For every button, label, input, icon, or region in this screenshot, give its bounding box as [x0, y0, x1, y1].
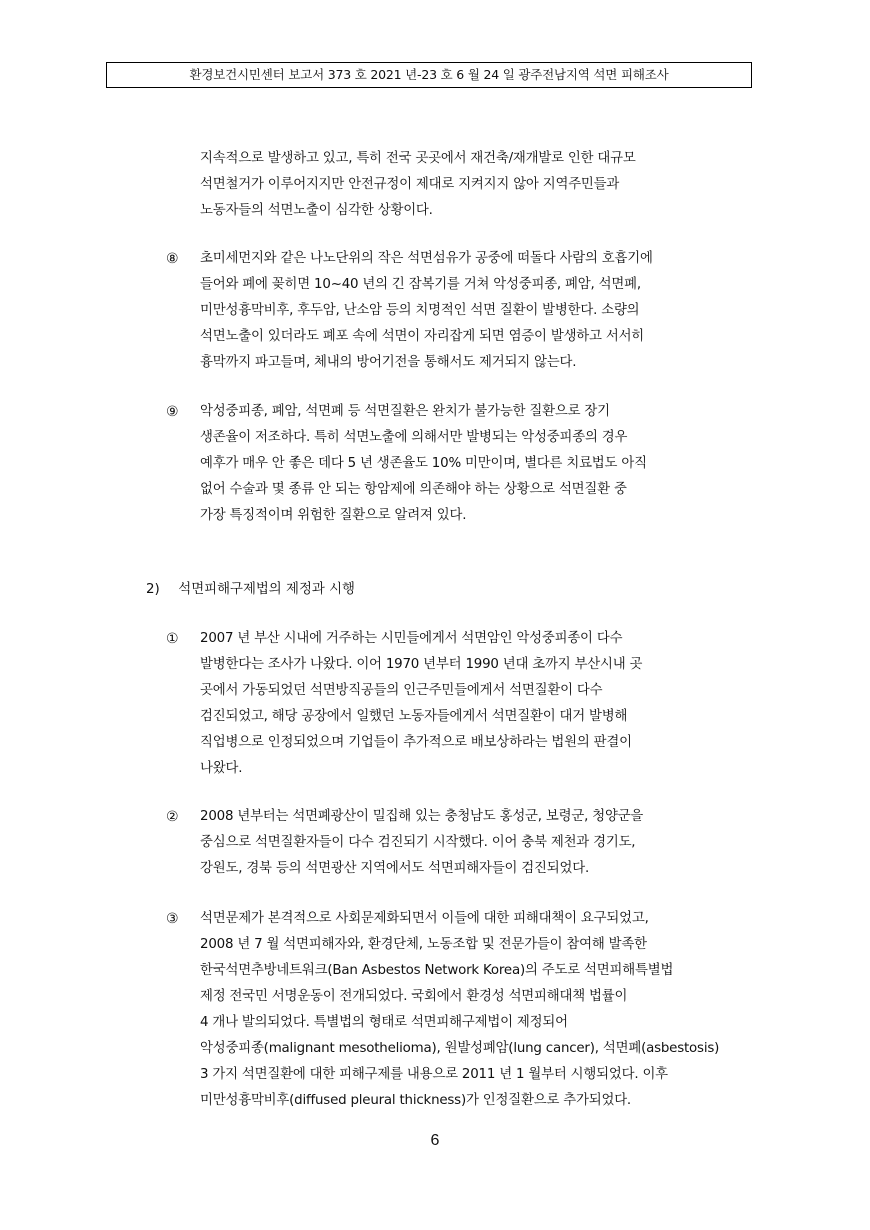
list-marker: ⑧: [166, 251, 179, 267]
report-header: [106, 62, 752, 88]
paragraph-line: 직업병으로 인정되었으며 기업들이 추가적으로 배보상하라는 법원의 판결이: [200, 735, 632, 750]
paragraph-line: 곳에서 가동되었던 석면방직공들의 인근주민들에게서 석면질환이 다수: [200, 683, 603, 698]
list-item-2: [166, 804, 766, 882]
paragraph-line: 생존율이 저조하다. 특히 석면노출에 의해서만 발병되는 악성중피종의 경우: [200, 430, 628, 445]
paragraph-line: 석면철거가 이루어지지만 안전규정이 제대로 지켜지지 않아 지역주민들과: [200, 177, 620, 192]
list-marker: ①: [166, 631, 179, 647]
report-header-text: 환경보건시민센터 보고서 373 호 2021 년-23 호 6 월 24 일 광주전남지역 석면 피해조사: [189, 67, 669, 82]
page-number-text: 6: [430, 1132, 440, 1149]
continuation-paragraph: [166, 146, 766, 224]
paragraph-line: 석면문제가 본격적으로 사회문제화되면서 이들에 대한 피해대책이 요구되었고,: [200, 911, 649, 926]
paragraph-line: 검진되었고, 해당 공장에서 일했던 노동자들에게서 석면질환이 대거 발병해: [200, 709, 628, 724]
list-item-3: [166, 906, 766, 1114]
paragraph-line: 석면노출이 있더라도 폐포 속에 석면이 자리잡게 되면 염증이 발생하고 서서히: [200, 329, 645, 344]
paragraph-line: 들어와 폐에 꽂히면 10~40 년의 긴 잠복기를 거쳐 악성중피종, 폐암, 석면폐,: [200, 277, 641, 292]
paragraph-line: 지속적으로 발생하고 있고, 특히 전국 곳곳에서 재건축/재개발로 인한 대규모: [200, 151, 636, 166]
list-item-8: [166, 246, 766, 376]
list-marker: ②: [166, 809, 179, 825]
list-marker: ⑨: [166, 404, 179, 420]
paragraph-line: 2008 년부터는 석면폐광산이 밀집해 있는 충청남도 홍성군, 보령군, 청양군을: [200, 809, 644, 824]
paragraph-line: 발병한다는 조사가 나왔다. 이어 1970 년부터 1990 년대 초까지 부산시내 곳: [200, 657, 643, 672]
page-number: [0, 1132, 870, 1150]
list-marker: ③: [166, 911, 179, 927]
paragraph-line: 악성중피종, 폐암, 석면폐 등 석면질환은 완치가 불가능한 질환으로 장기: [200, 404, 610, 419]
paragraph-line: 흉막까지 파고들며, 체내의 방어기전을 통해서도 제거되지 않는다.: [200, 355, 577, 370]
paragraph-line: 없어 수술과 몇 종류 안 되는 항암제에 의존해야 하는 상황으로 석면질환 중: [200, 482, 627, 497]
paragraph-line: 가장 특징적이며 위험한 질환으로 알려져 있다.: [200, 508, 467, 523]
section-heading: [146, 577, 355, 603]
list-item-1: [166, 626, 766, 782]
paragraph-line: 2007 년 부산 시내에 거주하는 시민들에게서 석면암인 악성중피종이 다수: [200, 631, 623, 646]
paragraph-line: 나왔다.: [200, 761, 243, 776]
paragraph-line: 초미세먼지와 같은 나노단위의 작은 석면섬유가 공중에 떠돌다 사람의 호흡기에: [200, 251, 653, 266]
list-item-9: [166, 399, 766, 529]
paragraph-line: 미만성흉막비후(diffused pleural thickness)가 인정질환으로 추가되었다.: [200, 1093, 631, 1108]
paragraph-line: 한국석면추방네트워크(Ban Asbestos Network Korea)의 주도로 석면피해특별법: [200, 963, 674, 978]
paragraph-line: 중심으로 석면질환자들이 다수 검진되기 시작했다. 이어 충북 제천과 경기도,: [200, 835, 636, 850]
paragraph-line: 악성중피종(malignant mesothelioma), 원발성폐암(lung cancer), 석면폐(asbestosis): [200, 1041, 720, 1056]
paragraph-line: 강원도, 경북 등의 석면광산 지역에서도 석면피해자들이 검진되었다.: [200, 861, 590, 876]
paragraph-line: 3 가지 석면질환에 대한 피해구제를 내용으로 2011 년 1 월부터 시행되었다. 이후: [200, 1067, 668, 1082]
paragraph-line: 2008 년 7 월 석면피해자와, 환경단체, 노동조합 및 전문가들이 참여해 발족한: [200, 937, 647, 952]
paragraph-line: 노동자들의 석면노출이 심각한 상황이다.: [200, 203, 433, 218]
paragraph-line: 미만성흉막비후, 후두암, 난소암 등의 치명적인 석면 질환이 발병한다. 소량의: [200, 303, 640, 318]
section-title: 석면피해구제법의 제정과 시행: [178, 582, 355, 597]
section-number: 2): [146, 582, 160, 597]
paragraph-line: 4 개나 발의되었다. 특별법의 형태로 석면피해구제법이 제정되어: [200, 1015, 568, 1030]
paragraph-line: 제정 전국민 서명운동이 전개되었다. 국회에서 환경성 석면피해대책 법률이: [200, 989, 628, 1004]
paragraph-line: 예후가 매우 안 좋은 데다 5 년 생존율도 10% 미만이며, 별다른 치료법도 아직: [200, 456, 647, 471]
